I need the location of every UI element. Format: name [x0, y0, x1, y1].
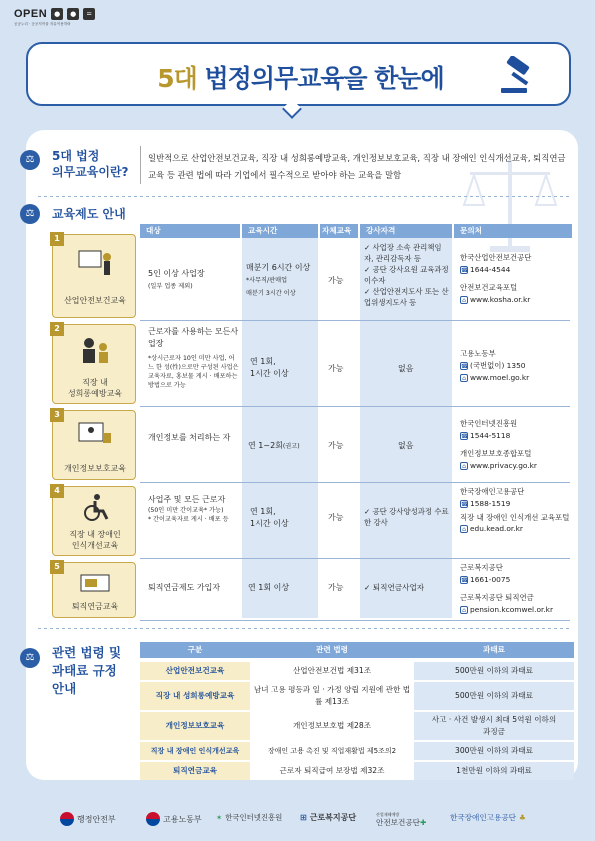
phone-icon: ☎ [461, 267, 469, 274]
contact-cell [460, 348, 572, 384]
contact-org: 개인정보보호종합포털 [460, 449, 532, 458]
gavel-icon: ⚖ [20, 150, 40, 170]
web-icon: ⌂ [460, 462, 468, 470]
contact-org: 고용노동부 [460, 349, 496, 358]
contact-cell [460, 486, 572, 535]
org-number: 1 [50, 232, 64, 246]
page-title [28, 59, 573, 95]
table-row: 직장 내 성희롱예방교육 남녀 고용 평등과 일 · 가정 양립 지원에 관한 법률 제13조 500만원 이하의 과태료 [140, 682, 574, 710]
taegeuk-icon [60, 812, 74, 826]
org-card-harassment [52, 324, 136, 404]
divider [38, 628, 570, 629]
org-number: 5 [50, 560, 64, 574]
column-header: 관련 법령 [316, 645, 348, 654]
web-icon: ⌂ [460, 296, 468, 304]
table-row: 개인정보를 처리하는 자 [148, 433, 231, 442]
title-banner [26, 42, 571, 106]
contact-org: 근로복지공단 [460, 563, 503, 572]
phone-line: ☎ 1661-0075 [461, 575, 511, 584]
website-link[interactable]: ⌂ edu.kead.or.kr [460, 523, 572, 535]
divider [38, 196, 570, 197]
gavel-icon [497, 56, 541, 96]
hours-note: *사무직/판매업 [246, 277, 288, 284]
self-cell: 가능 [328, 513, 344, 522]
instructor-item: ✓ 공단 강사요원 교육과정 이수자 [364, 265, 449, 285]
website-link[interactable]: ⌂ www.privacy.go.kr [460, 460, 572, 472]
title-main: 법정의무교육을 한눈에 [204, 64, 444, 93]
org-number: 2 [50, 322, 64, 336]
org-name-line: 직장 내 [82, 378, 108, 387]
table-row: 직장 내 장애인 인식개선교육 장애인 고용 촉진 및 직업재활법 제5조의2 300만원 이하의 과태료 [140, 742, 574, 760]
no-derivatives-icon: = [83, 8, 95, 20]
intro-heading [52, 148, 129, 180]
open-license-caption: 공공누리 · 공공저작물 자유이용허락 [14, 22, 71, 26]
instructor-cell [364, 242, 450, 308]
instructor-cell [364, 582, 424, 594]
person-icon: ● [67, 8, 79, 20]
contact-cell [460, 562, 572, 616]
hours-text: 매분기 6시간 이상 [246, 263, 311, 272]
website-link[interactable]: ⌂ www.kosha.or.kr [460, 294, 572, 306]
title-accent: 5대 [157, 64, 197, 93]
kisa-logo: ✶ 한국인터넷진흥원 [216, 813, 283, 822]
column-header-hours: 교육시간 [242, 224, 318, 238]
target-text: 근로자를 사용하는 모든사업장 [148, 327, 239, 348]
row-divider [140, 482, 570, 483]
org-name-line: 개인정보보호교육 [64, 464, 126, 473]
instructor-item: ✓ 퇴직연금사업자 [364, 583, 425, 592]
web-icon: ⌂ [460, 606, 468, 614]
table-row: 사업주 및 모든 근로자 (50인 미만 간이교육* 가능) * 간이교육자료 게시 · 배포 등 [148, 495, 229, 523]
org-name-line: 성희롱예방교육 [67, 389, 123, 398]
penalty-heading-line: 관련 법령 및 [52, 645, 122, 660]
disability-awareness-icon [77, 493, 113, 523]
contact-org: 안전보건교육포털 [460, 283, 518, 292]
column-header: 구분 [187, 645, 203, 654]
self-cell: 가능 [328, 583, 344, 592]
instructor-item: ✓ 사업장 소속 관리책임자, 관리감독자 등 [364, 243, 442, 263]
website-link[interactable]: ⌂ pension.kcomwel.or.kr [460, 604, 572, 616]
penalty-heading-line: 과태료 규정 [52, 663, 117, 678]
divider [140, 146, 141, 184]
open-license-logo [14, 8, 95, 20]
table-row: 퇴직연금제도 가입자 [148, 583, 221, 592]
kead-logo: 한국장애인고용공단 ♣ [450, 813, 526, 822]
row-divider [140, 406, 570, 407]
kosha-icon: ✚ [420, 818, 427, 827]
instructor-cell: 없음 [398, 441, 414, 450]
org-card-disability [52, 486, 136, 556]
contact-org: 직장 내 장애인 인식개선 교육포털 [460, 513, 570, 522]
instructor-item: ✓ 공단 강사양성과정 수료한 강사 [364, 507, 449, 527]
gavel-icon: ⚖ [20, 204, 40, 224]
kosha-logo: 산업재해예방 안전보건공단✚ [376, 812, 427, 827]
org-name [53, 295, 137, 306]
hours-cell: 연 1회, 1시간 이상 [250, 357, 289, 378]
org-card-pension [52, 562, 136, 618]
org-name [53, 601, 137, 612]
kisa-icon: ✶ [216, 813, 223, 822]
kead-icon: ♣ [519, 813, 526, 822]
table-row: 개인정보보호교육 개인정보보호법 제28조 사고 · 사건 발생시 최대 5억원 이하의 과징금 [140, 712, 574, 740]
contact-cell [460, 418, 572, 472]
ministry-logo: 고용노동부 [146, 812, 202, 826]
contact-org: 근로복지공단 퇴직연금 [460, 593, 534, 602]
footer [0, 808, 595, 832]
phone-icon: ☎ [461, 577, 469, 584]
row-divider [140, 558, 570, 559]
system-heading: 교육제도 안내 [52, 207, 126, 221]
table-row: 퇴직연금교육 근로자 퇴직급여 보장법 제32조 1천만원 이하의 과태료 [140, 762, 574, 780]
target-note: (일부 업종 제외) [148, 283, 193, 290]
table-row [148, 326, 240, 390]
org-name-line: 인식개선교육 [71, 541, 119, 550]
safety-training-icon [77, 249, 113, 279]
hours-note: 매분기 3시간 이상 [246, 290, 296, 297]
self-cell: 가능 [328, 441, 344, 450]
intro-heading-line1: 5대 법정 [52, 149, 100, 163]
contact-org: 한국장애인고용공단 [460, 487, 525, 496]
website-link[interactable]: ⌂ www.moel.go.kr [460, 372, 572, 384]
contact-org: 한국산업안전보건공단 [460, 253, 532, 262]
row-divider [140, 620, 570, 621]
instructor-item: ✓ 산업안전지도사 또는 산업위생지도사 등 [364, 287, 449, 307]
org-card-safety [52, 234, 136, 318]
column-header: 과태료 [482, 645, 505, 654]
person-icon: ● [51, 8, 63, 20]
phone-line: ☎ 1544-5118 [461, 431, 511, 440]
contact-cell [460, 252, 572, 306]
org-name [53, 463, 137, 474]
instructor-cell: 없음 [398, 364, 414, 373]
gavel-icon: ⚖ [20, 648, 40, 668]
web-icon: ⌂ [460, 374, 468, 382]
target-note: *상시근로자 10인 미만 사업, 어느 한 성(性)으로만 구성된 사업은 교육자료, 홍보물 게시 · 배포하는 방법으로 가능 [148, 355, 239, 389]
comwel-logo: ⊞ 근로복지공단 [300, 813, 357, 822]
column-header-instructor: 강사자격 [360, 224, 452, 238]
privacy-protection-icon [77, 421, 113, 451]
hours-cell: 연 1회, 1시간 이상 [250, 507, 289, 528]
table-row [148, 268, 238, 293]
open-label: OPEN [14, 8, 48, 20]
instructor-cell [364, 506, 450, 528]
intro-text: 일반적으로 산업안전보건교육, 직장 내 성희롱예방교육, 개인정보보호교육, 직장 내 장애인 인식개선교육, 퇴직연금교육 등 관련 법에 따라 기업에서 필수적으로 받아야 하는 교육을 말함 [148, 153, 566, 180]
column-header-contact: 문의처 [454, 224, 572, 238]
phone-line: ☎ (국번없이) 1350 [461, 361, 526, 370]
retirement-pension-icon [77, 569, 113, 599]
hours-cell [246, 262, 318, 300]
row-divider [140, 320, 570, 321]
phone-icon: ☎ [461, 433, 469, 440]
contact-org: 한국인터넷진흥원 [460, 419, 518, 428]
org-name-line: 퇴직연금교육 [71, 602, 119, 611]
penalty-heading [52, 644, 121, 698]
penalty-heading-line: 안내 [52, 681, 77, 696]
phone-line: ☎ 1644-4544 [461, 265, 511, 274]
org-card-privacy [52, 410, 136, 480]
taegeuk-icon [146, 812, 160, 826]
comwel-icon: ⊞ [300, 813, 307, 822]
harassment-prevention-icon [77, 335, 113, 365]
phone-line: ☎ 1588-1519 [461, 499, 511, 508]
target-text: 5인 이상 사업장 [148, 269, 205, 278]
ministry-logo: 행정안전부 [60, 812, 116, 826]
self-cell: 가능 [328, 276, 344, 285]
org-name-line: 산업안전보건교육 [64, 296, 126, 305]
org-number: 3 [50, 408, 64, 422]
intro-heading-line2: 의무교육이란? [52, 165, 129, 179]
table-row: 산업안전보건교육 산업안전보건법 제31조 500만원 이하의 과태료 [140, 662, 574, 680]
org-name [53, 377, 137, 399]
column-header-self: 자체교육 [320, 224, 358, 238]
hours-cell: 연 1회 이상 [248, 583, 290, 592]
column-header-target: 대상 [140, 224, 240, 238]
phone-icon: ☎ [461, 363, 469, 370]
hours-cell: 연 1~2회(권고) [248, 441, 300, 450]
org-name [53, 529, 137, 551]
web-icon: ⌂ [460, 525, 468, 533]
penalty-header-row [140, 642, 574, 658]
org-number: 4 [50, 484, 64, 498]
self-cell: 가능 [328, 364, 344, 373]
phone-icon: ☎ [461, 501, 469, 508]
org-name-line: 직장 내 장애인 [69, 530, 121, 539]
